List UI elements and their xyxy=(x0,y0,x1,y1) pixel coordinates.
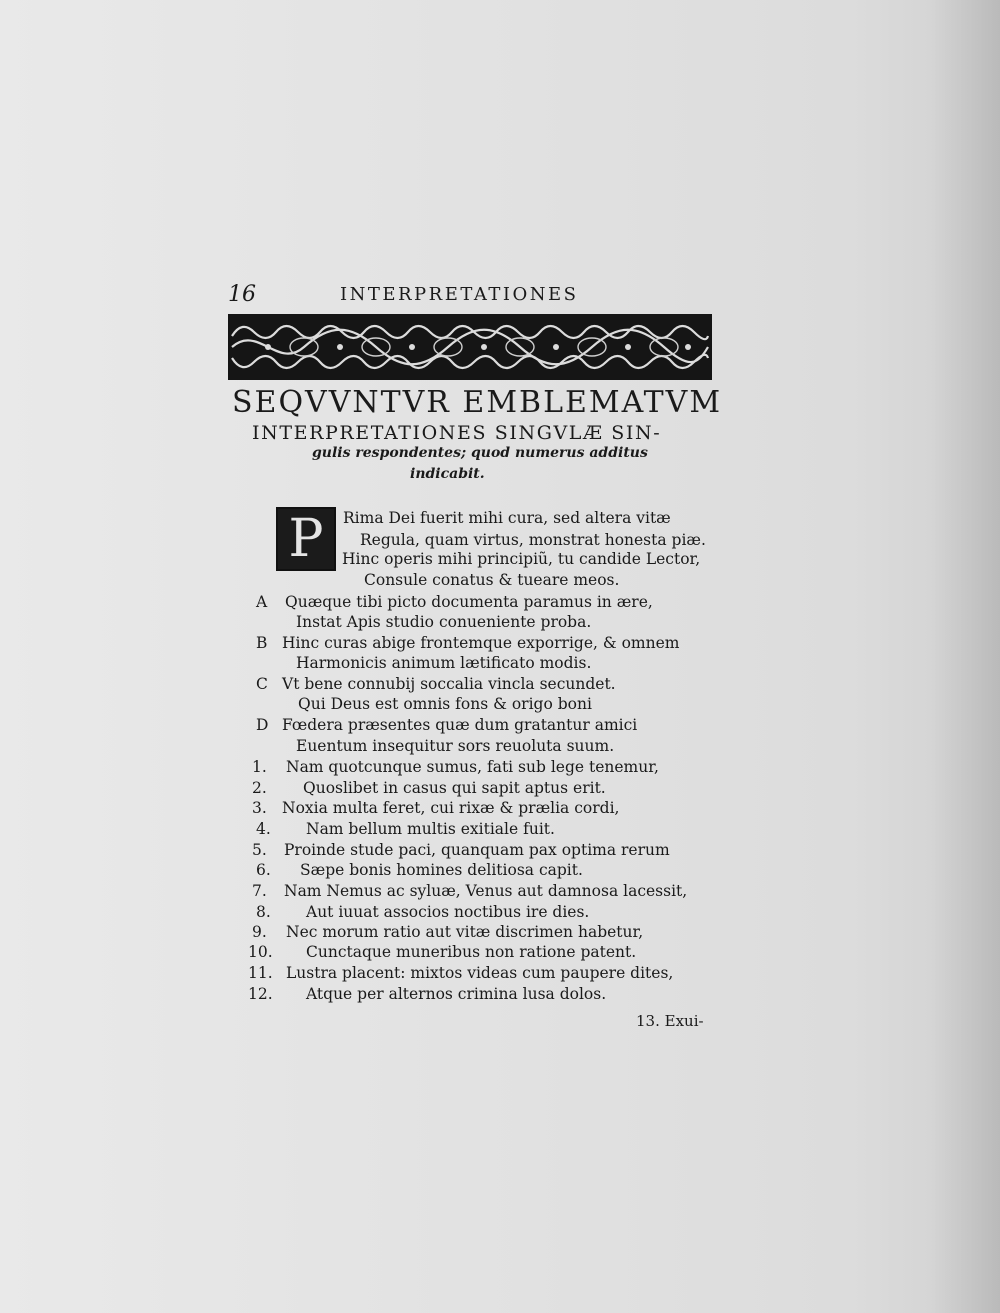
verse-marker: 7. xyxy=(252,882,267,900)
verse-line: Lustra placent: mixtos videas cum paupere dites, xyxy=(286,964,674,982)
verse-marker: 6. xyxy=(256,861,271,879)
verse-line: Nec morum ratio aut vitæ discrimen habetur, xyxy=(286,923,644,941)
verse-line: Euentum insequitur sors reuoluta suum. xyxy=(296,737,615,755)
title-line-1: SEQVVNTVR EMBLEMATVM xyxy=(232,385,723,420)
decorated-initial-letter: P xyxy=(288,509,324,569)
verse-line: Rima Dei fuerit mihi cura, sed altera vitæ xyxy=(343,509,671,527)
verse-line: Nam bellum multis exitiale fuit. xyxy=(306,820,555,838)
verse-marker: 5. xyxy=(252,841,267,859)
page-edge-shadow xyxy=(930,0,1000,1313)
verse-line: Quoslibet in casus qui sapit aptus erit. xyxy=(303,779,606,797)
verse-line: Nam Nemus ac syluæ, Venus aut damnosa lacessit, xyxy=(284,882,688,900)
verse-line: Instat Apis studio conueniente proba. xyxy=(296,613,592,631)
verse-line: Atque per alternos crimina lusa dolos. xyxy=(306,985,607,1003)
verse-line: Noxia multa feret, cui rixæ & prælia cordi, xyxy=(282,799,620,817)
decorated-initial xyxy=(276,507,336,571)
verse-marker: 8. xyxy=(256,903,271,921)
verse-line: Consule conatus & tueare meos. xyxy=(364,571,620,589)
verse-line: Qui Deus est omnis fons & origo boni xyxy=(298,695,592,713)
ornamental-headpiece xyxy=(228,314,712,380)
verse-marker: C xyxy=(256,675,268,693)
verse-line: Vt bene connubij soccalia vincla secundet. xyxy=(282,675,616,693)
verse-line: Sæpe bonis homines delitiosa capit. xyxy=(300,861,583,879)
verse-marker: 3. xyxy=(252,799,267,817)
title-line-3: gulis respondentes; quod numerus additus xyxy=(312,445,648,461)
catchword: 13. Exui- xyxy=(636,1012,704,1030)
verse-marker: 9. xyxy=(252,923,267,941)
verse-line: Cunctaque muneribus non ratione patent. xyxy=(306,943,637,961)
verse-marker: 10. xyxy=(248,943,273,961)
verse-line: Nam quotcunque sumus, fati sub lege tenemur, xyxy=(286,758,659,776)
verse-line: Aut iuuat associos noctibus ire dies. xyxy=(306,903,590,921)
verse-marker: 11. xyxy=(248,964,273,982)
verse-line: Harmonicis animum lætificato modis. xyxy=(296,654,592,672)
verse-marker: 12. xyxy=(248,985,273,1003)
verse-line: Hinc operis mihi principiũ, tu candide Lector, xyxy=(342,550,701,568)
title-line-2: INTERPRETATIONES SINGVLÆ SIN- xyxy=(252,422,662,444)
running-head: INTERPRETATIONES xyxy=(340,284,579,305)
verse-marker: 2. xyxy=(252,779,267,797)
verse-marker: D xyxy=(256,716,269,734)
verse-line: Fœdera præsentes quæ dum gratantur amici xyxy=(282,716,638,734)
verse-line: Proinde stude paci, quanquam pax optima rerum xyxy=(284,841,670,859)
verse-line: Hinc curas abige frontemque exporrige, & omnem xyxy=(282,634,680,652)
title-line-4: indicabit. xyxy=(410,466,485,482)
verse-marker: A xyxy=(256,593,268,611)
verse-marker: B xyxy=(256,634,268,652)
verse-line: Regula, quam virtus, monstrat honesta piæ. xyxy=(360,531,706,549)
verse-marker: 1. xyxy=(252,758,267,776)
page-header xyxy=(228,282,708,312)
page-number: 16 xyxy=(228,282,256,307)
verse-line: Quæque tibi picto documenta paramus in ære, xyxy=(285,593,653,611)
verse-marker: 4. xyxy=(256,820,271,838)
